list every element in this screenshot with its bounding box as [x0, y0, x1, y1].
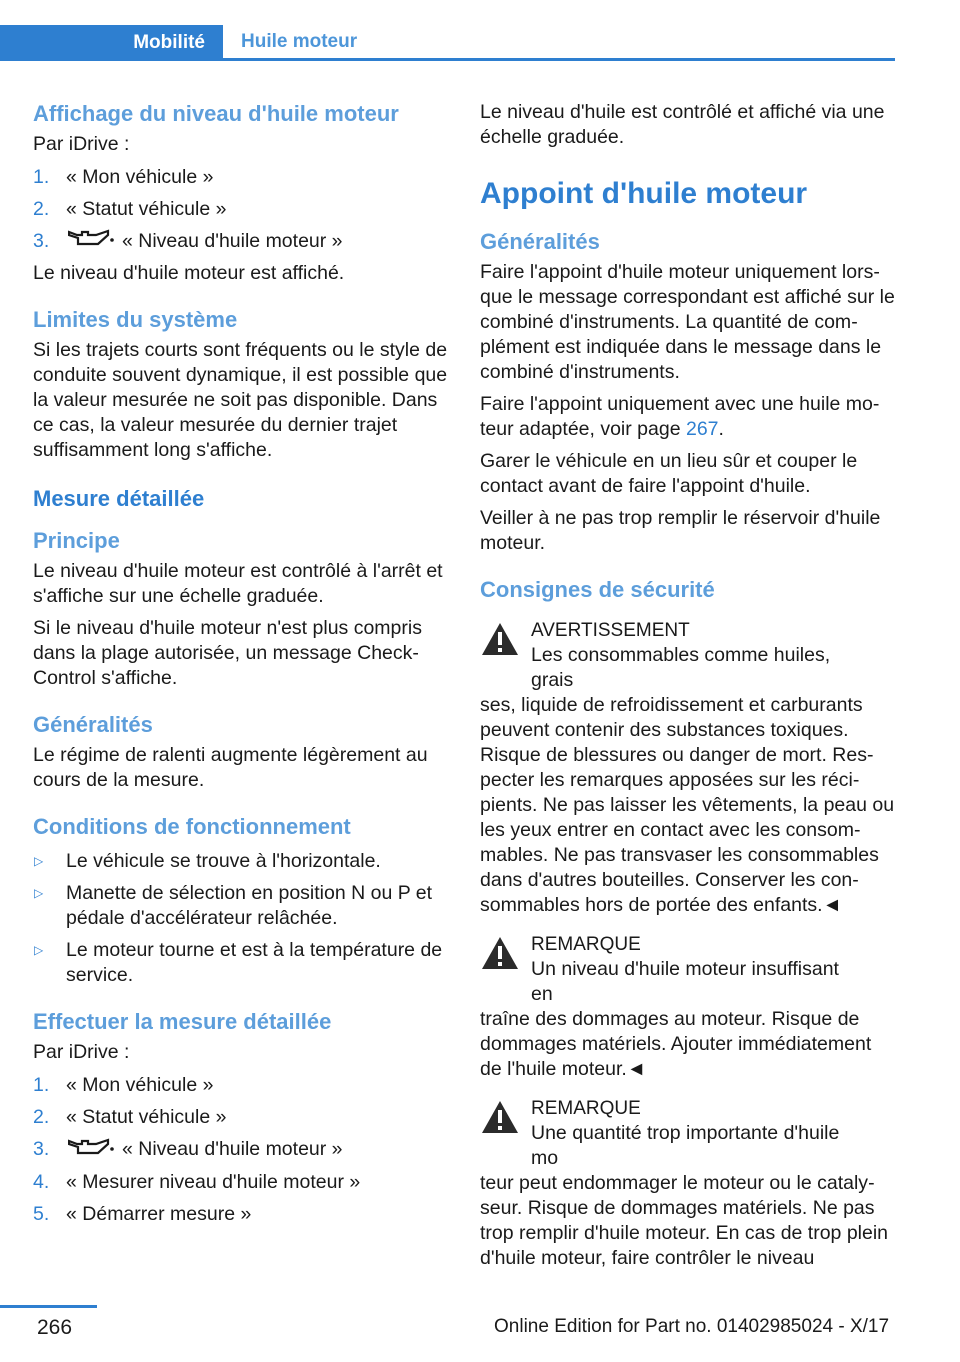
principe-text-1: Le niveau d'huile moteur est contrôlé à l'arrêt et s'affiche sur une échelle graduée. [33, 560, 443, 608]
heading-conditions: Conditions de fonctionnement [33, 814, 351, 840]
tab-huile-moteur[interactable]: Huile moteur [223, 25, 895, 61]
oil-can-icon [68, 229, 114, 254]
right-column [480, 100, 896, 1281]
generalites-p4: Veiller à ne pas trop remplir le réservoir d'huile moteur. [480, 507, 881, 554]
page-link[interactable]: 267 [685, 418, 719, 440]
note-block [480, 932, 896, 1082]
warning-block [480, 618, 896, 918]
heading-generalites-left: Généralités [33, 712, 153, 738]
list-item: ▷ Le véhicule se trouve à l'horizontale. [34, 850, 381, 873]
list-item: 2. « Statut véhicule » [33, 1106, 227, 1129]
tab-mobilite[interactable]: Mobilité [0, 25, 223, 61]
heading-affichage: Affichage du niveau d'huile moteur [33, 101, 399, 126]
result-text: Le niveau d'huile moteur est affiché. [33, 262, 345, 285]
note-text: teur peut endommager le moteur ou le catalyseur. Risque de dommages matériels. Ne pas trop remplir d'huile moteur. En cas de trop plein d'huile moteur, faire contrôler le niveau [480, 1172, 889, 1269]
warning-text: ses, liquide de refroidissement et carburants peuvent contenir des substances toxiques. Risque de blessures ou danger de mort. Respecter les remarques apposées sur les récipients. Ne pas laisser les vêtements, la peau ou les yeux entrer en contact avec les consommables. Ne pas transvaser les consommables dans d'autres bouteilles. Conserver les consommables hors de portée des enfants.◄ [480, 694, 895, 916]
heading-mesure-detaillee: Mesure détaillée [33, 486, 205, 512]
list-item: 1. « Mon véhicule » [33, 1074, 214, 1097]
generalites-p1: Faire l'appoint d'huile moteur uniquement lorsque le message correspondant est affiché sur le combiné d'instruments. La quantité de complément est indiquée dans le message dans le combiné d'instruments. [480, 261, 895, 383]
page-header [0, 25, 895, 61]
list-item: 3. « Niveau d'huile moteur » [33, 229, 448, 254]
note-text: traîne des dommages au moteur. Risque de dommages matériels. Ajouter immédiatement de l'huile moteur.◄ [480, 1008, 872, 1080]
footer-rule [0, 1305, 97, 1308]
generalites-p2: Faire l'appoint uniquement avec une huile moteur adaptée, voir page 267. [480, 393, 880, 440]
note-label: REMARQUE [531, 934, 641, 955]
warning-first-line: Les consommables comme huiles, grais [531, 644, 831, 691]
steps-list-2 [33, 1073, 448, 1226]
generalites-p3: Garer le véhicule en un lieu sûr et couper le contact avant de faire l'appoint d'huile. [480, 450, 858, 497]
left-column [33, 100, 448, 1234]
note-first-line: Un niveau d'huile moteur insuffisant en [531, 958, 839, 1005]
heading-limites: Limites du système [33, 307, 238, 333]
list-item: ▷ Le moteur tourne et est à la température de service. [34, 939, 443, 987]
warning-triangle-icon [480, 620, 520, 658]
idrive-intro-2: Par iDrive : [33, 1041, 130, 1064]
list-item: 2. « Statut véhicule » [33, 198, 227, 220]
heading-appoint: Appoint d'huile moteur [480, 177, 808, 210]
intro-text: Le niveau d'huile est contrôlé et affiché via une échelle graduée. [480, 101, 885, 148]
edition-note: Online Edition for Part no. 01402985024 - X/17 [494, 1316, 890, 1337]
note-first-line: Une quantité trop importante d'huile mo [531, 1122, 840, 1169]
steps-list-1 [33, 165, 448, 254]
list-item: 5. « Démarrer mesure » [33, 1202, 252, 1225]
principe-text-2: Si le niveau d'huile moteur n'est plus compris dans la plage autorisée, un message Check-Control s'affiche. [33, 617, 422, 690]
conditions-list [33, 849, 448, 988]
list-item: 3. « Niveau d'huile moteur » [33, 1137, 448, 1162]
page-number: 266 [37, 1316, 73, 1339]
heading-generalites-right: Généralités [480, 229, 600, 254]
list-item: 4. « Mesurer niveau d'huile moteur » [33, 1170, 361, 1193]
limites-text: Si les trajets courts sont fréquents ou le style de conduite souvent dynamique, il est possible que la valeur mesurée ne soit pas disponible. Dans ce cas, la valeur mesurée du dernier trajet suffisamment long s'affiche. [33, 339, 448, 462]
idrive-intro: Par iDrive : [33, 133, 130, 155]
warning-triangle-icon [480, 1098, 520, 1136]
list-item: ▷ Manette de sélection en position N ou P et pédale d'accélérateur relâchée. [34, 882, 433, 930]
heading-consignes: Consignes de sécurité [480, 577, 715, 602]
generalites-text: Le régime de ralenti augmente légèrement au cours de la mesure. [33, 744, 428, 792]
warning-label: AVERTISSEMENT [531, 620, 690, 641]
heading-effectuer: Effectuer la mesure détaillée [33, 1009, 332, 1035]
list-item: 1. « Mon véhicule » [33, 166, 214, 188]
note-label: REMARQUE [531, 1098, 641, 1119]
warning-triangle-icon [480, 934, 520, 972]
note-block [480, 1096, 896, 1271]
heading-principe: Principe [33, 528, 120, 554]
oil-can-icon [68, 1138, 114, 1163]
